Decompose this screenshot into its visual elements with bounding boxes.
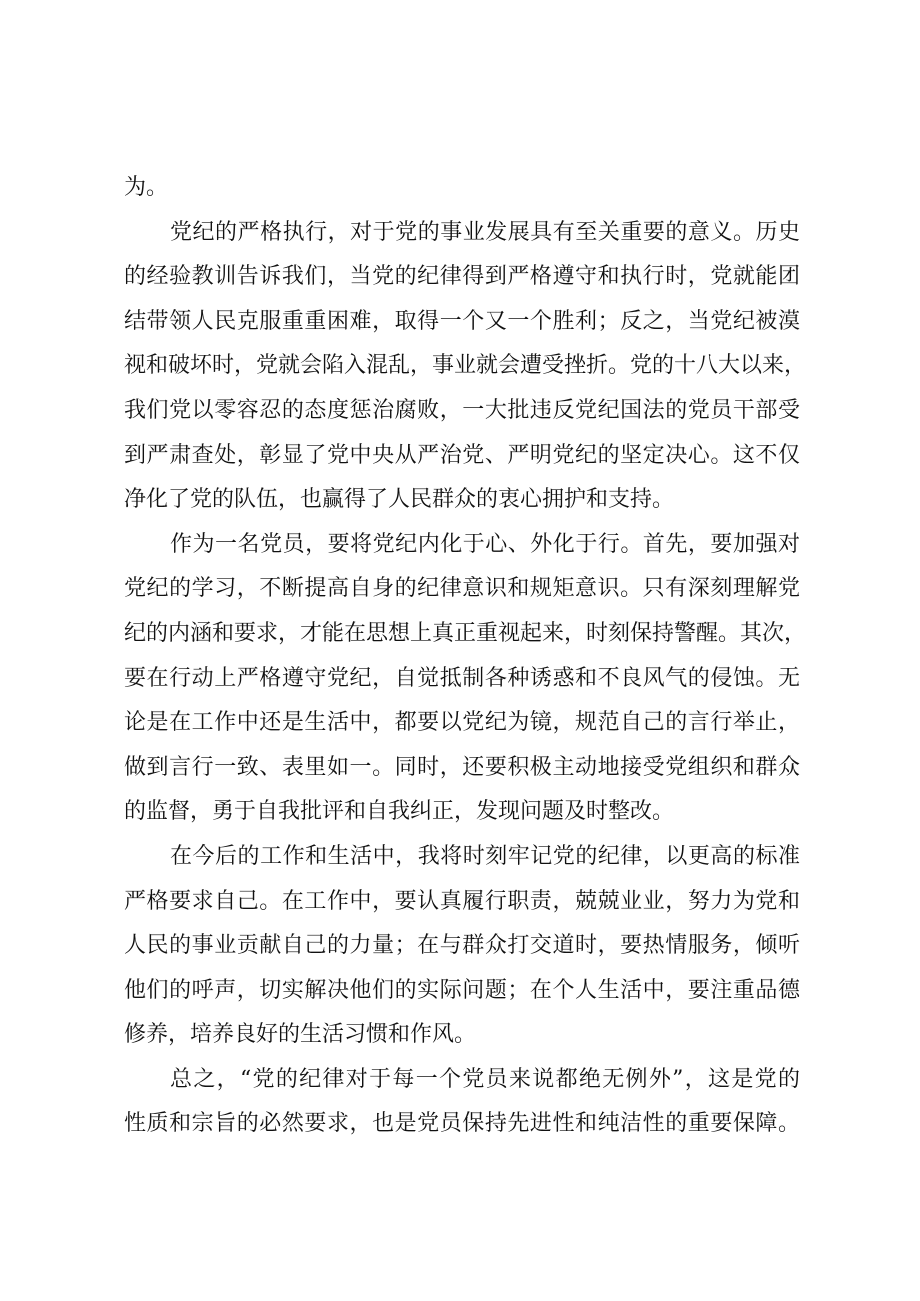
text-line: 作为一名党员，要将党纪内化于心、外化于行。首先，要加强对 xyxy=(170,531,800,557)
text-line: 结带领人民克服重重困难，取得一个又一个胜利；反之，当党纪被漠 xyxy=(124,308,800,334)
text-line: 党纪的学习，不断提高自身的纪律意识和规矩意识。只有深刻理解党 xyxy=(124,576,800,602)
text-line: 论是在工作中还是生活中，都要以党纪为镜，规范自己的言行举止， xyxy=(124,710,800,736)
text-line: 人民的事业贡献自己的力量；在与群众打交道时，要热情服务，倾听 xyxy=(124,933,800,959)
text-line: 修养，培养良好的生活习惯和作风。 xyxy=(124,1022,477,1048)
text-line: 到严肃查处，彰显了党中央从严治党、严明党纪的坚定决心。这不仅 xyxy=(124,442,800,468)
text-line: 严格要求自己。在工作中，要认真履行职责，兢兢业业，努力为党和 xyxy=(124,888,800,914)
text-line: 的经验教训告诉我们，当党的纪律得到严格遵守和执行时，党就能团 xyxy=(124,264,800,290)
text-line: 做到言行一致、表里如一。同时，还要积极主动地接受党组织和群众 xyxy=(124,754,800,780)
text-line: 他们的呼声，切实解决他们的实际问题；在个人生活中，要注重品德 xyxy=(124,977,800,1003)
text-line: 要在行动上严格遵守党纪，自觉抵制各种诱惑和不良风气的侵蚀。无 xyxy=(124,665,800,691)
text-line: 视和破坏时，党就会陷入混乱，事业就会遭受挫折。党的十八大以来， xyxy=(124,353,807,379)
text-line: 性质和宗旨的必然要求，也是党员保持先进性和纯洁性的重要保障。 xyxy=(124,1111,800,1137)
text-line: 为。 xyxy=(124,175,169,200)
text-line: 净化了党的队伍，也赢得了人民群众的衷心拥护和支持。 xyxy=(124,487,675,513)
text-line: 在今后的工作和生活中，我将时刻牢记党的纪律，以更高的标准 xyxy=(170,843,800,869)
text-line: 我们党以零容忍的态度惩治腐败，一大批违反党纪国法的党员干部受 xyxy=(124,397,800,423)
text-line: 的监督，勇于自我批评和自我纠正，发现问题及时整改。 xyxy=(124,799,675,825)
text-line: 党纪的严格执行，对于党的事业发展具有至关重要的意义。历史 xyxy=(170,219,800,245)
text-line: 纪的内涵和要求，才能在思想上真正重视起来，时刻保持警醒。其次， xyxy=(124,620,807,646)
document-body xyxy=(124,166,807,1147)
text-line: 总之，“党的纪律对于每一个党员来说都绝无例外”，这是党的 xyxy=(170,1066,800,1092)
